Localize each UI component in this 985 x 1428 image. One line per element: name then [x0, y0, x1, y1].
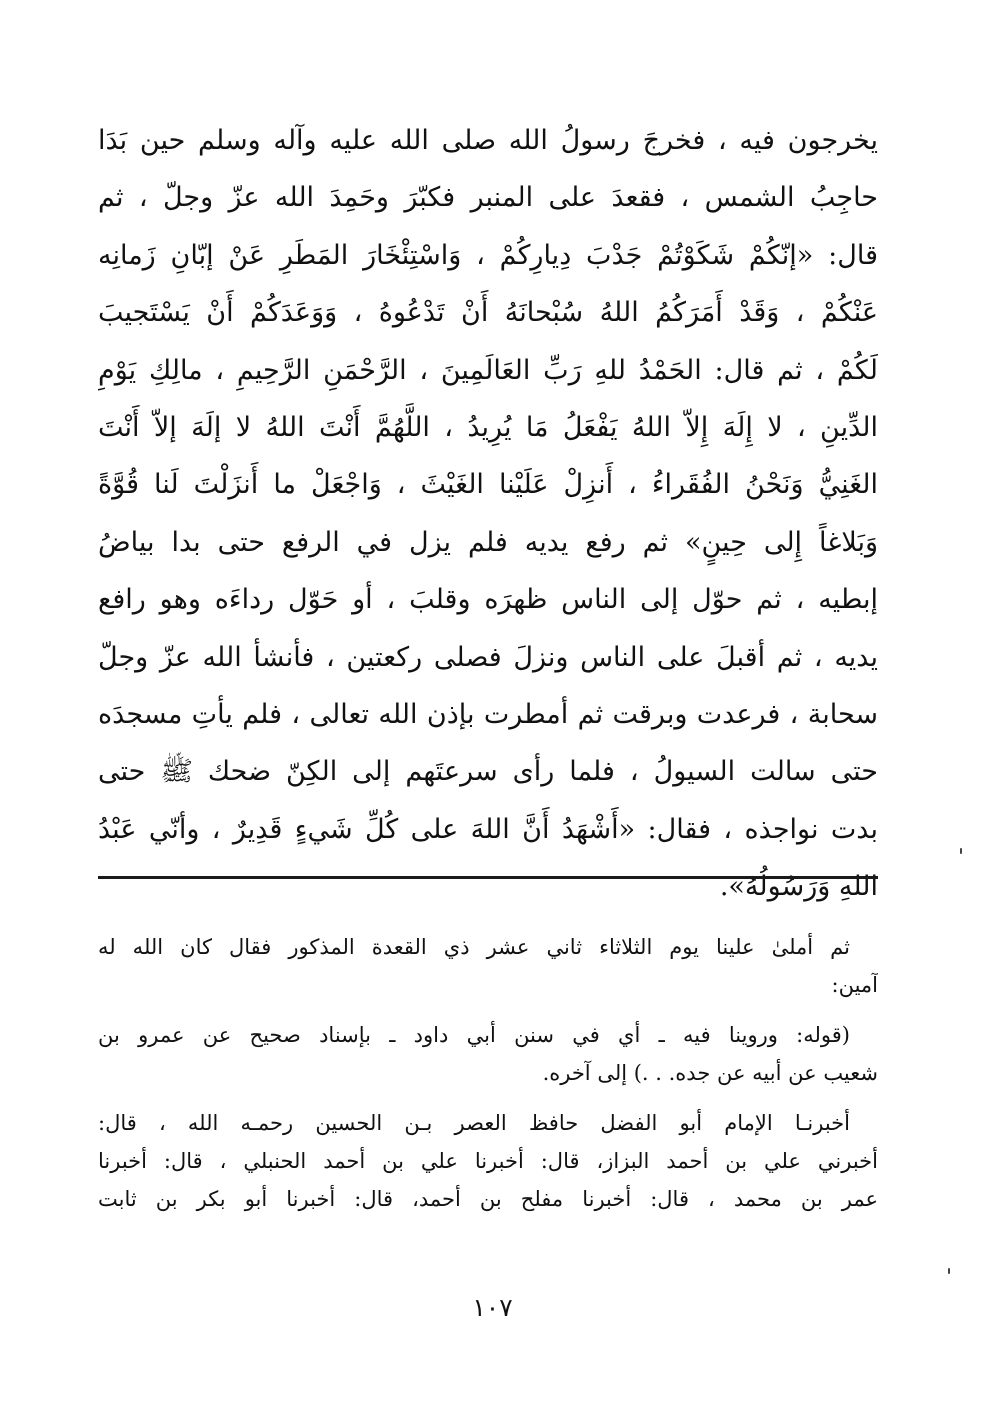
main-text-line: عَنْكُمْ ، وَقَدْ أَمَرَكُمُ اللهُ سُبْحانَهُ أَنْ تَدْعُوهُ ، وَوَعَدَكُمْ أَنْ يَسْتَجيبَ — [98, 297, 878, 329]
scan-speck — [948, 1268, 950, 1274]
main-text-line: لَكُمْ ، ثم قال: الحَمْدُ للهِ رَبِّ العَالَمِينَ ، الرَّحْمَنِ الرَّحِيمِ ، مالِكِ يَوْمِ — [98, 354, 878, 386]
note-line: ثم أملىٰ علينا يوم الثلاثاء ثاني عشر ذي القعدة المذكور فقال كان الله له — [98, 935, 850, 959]
main-text-line: اللهِ وَرَسُولُهُ». — [719, 871, 878, 903]
main-text-line: حاجِبُ الشمس ، فقعدَ على المنبر فكبّرَ وحَمِدَ الله عزّ وجلّ ، ثم — [98, 182, 878, 214]
main-text-line: قال: «إنّكُمْ شَكَوْتُمْ جَدْبَ دِيارِكُمْ ، وَاسْتِئْخَارَ المَطَرِ عَنْ إبّانِ زَمانِه — [98, 239, 878, 271]
main-text-line: وَبَلاغاً إِلى حِينٍ» ثم رفع يديه فلم يزل في الرفع حتى بدا بياضُ — [98, 526, 878, 558]
main-text-line: يخرجون فيه ، فخرجَ رسولُ الله صلى الله عليه وآله وسلم حين بَدَا — [98, 125, 878, 156]
note-paragraph — [98, 1104, 878, 1218]
scan-speck — [960, 848, 962, 854]
section-divider — [98, 876, 878, 879]
note-paragraph — [98, 1016, 878, 1092]
page-number: ١٠٧ — [472, 1293, 513, 1322]
notes-section — [98, 928, 878, 1230]
note-paragraph — [98, 928, 878, 1004]
note-line: (قوله: وروينا فيه ـ أي في سنن أبي داود ـ بإسناد صحيح عن عمرو بن — [98, 1023, 850, 1047]
note-line: عمر بن محمد ، قال: أخبرنا مفلح بن أحمد، قال: أخبرنا أبو بكر بن ثابت — [98, 1187, 878, 1211]
main-text-line: بدت نواجذه ، فقال: «أَشْهَدُ أَنَّ اللهَ على كُلِّ شَيءٍ قَدِيرٌ ، وأنّي عَبْدُ — [98, 813, 878, 845]
note-line: آمين: — [831, 973, 878, 997]
main-text-line: يديه ، ثم أقبلَ على الناس ونزلَ فصلى ركعتين ، فأنشأ الله عزّ وجلّ — [98, 641, 878, 673]
note-line: شعيب عن أبيه عن جده. . .) إلى آخره. — [542, 1061, 878, 1085]
main-body-text — [98, 112, 878, 915]
main-text-line: الدِّينِ ، لا إِلَهَ إِلاّ اللهُ يَفْعَلُ مَا يُرِيدُ ، اللَّهُمَّ أَنْتَ اللهُ لا إلَهَ إلاّ أَنْتَ — [98, 411, 878, 443]
main-text-line: حتى سالت السيولُ ، فلما رأى سرعتَهم إلى الكِنّ ضحك ﷺ حتى — [98, 756, 878, 788]
main-text-line: إبطيه ، ثم حوّل إلى الناس ظهرَه وقلبَ ، أو حَوّل رداءَه وهو رافع — [98, 584, 878, 616]
note-line: أخبرني علي بن أحمد البزاز، قال: أخبرنا علي بن أحمد الحنبلي ، قال: أخبرنا — [98, 1149, 878, 1173]
main-text-line: سحابة ، فرعدت وبرقت ثم أمطرت بإذن الله تعالى ، فلم يأتِ مسجدَه — [98, 698, 878, 730]
main-text-line: الغَنِيُّ وَنَحْنُ الفُقَراءُ ، أَنزِلْ عَلَيْنا الغَيْثَ ، وَاجْعَلْ ما أَنزَلْتَ لَنا قُوَّةً — [98, 469, 878, 501]
note-line: أخبرنـا الإمام أبو الفضل حافظ العصر بـن الحسين رحمـه الله ، قال: — [98, 1111, 850, 1135]
